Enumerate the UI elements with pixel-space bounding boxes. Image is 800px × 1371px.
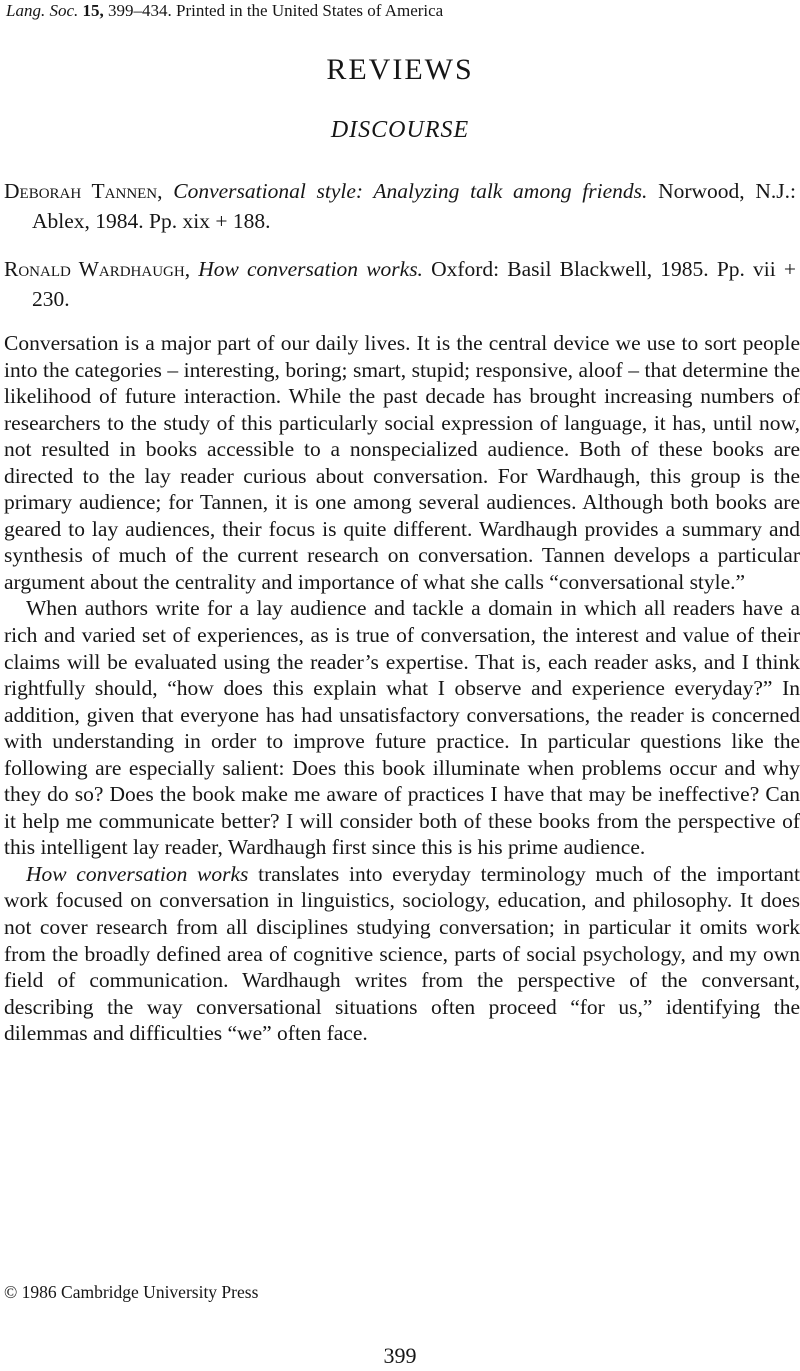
paragraph-text: translates into everyday terminology much of the important work focused on conversation in linguistics, sociology, education, and philosophy. It does not cover research from all disciplines studying conversation; in particular it omits work from the broadly defined area of cognitive science, parts of social psychology, and my own field of communication. Wardhaugh writes from the perspective of the conversant, describing the way conversational situations often proceed “for us,” identifying the dilemmas and difficulties “we” often face. (4, 861, 800, 1046)
book-citation (4, 176, 796, 236)
journal-volume: 15, (82, 1, 104, 20)
citation-title: Conversational style: Analyzing talk among friends. (173, 179, 648, 203)
journal-name: Lang. Soc. (6, 1, 79, 20)
citation-publication: Oxford: Basil Blackwell, 1985. Pp. vii + 230. (32, 257, 796, 311)
page-number: 399 (383, 1343, 417, 1368)
citation-author: Ronald Wardhaugh, (4, 257, 191, 281)
citation-publication: Norwood, N.J.: Ablex, 1984. Pp. xix + 188. (32, 179, 797, 233)
copyright-notice: © 1986 Cambridge University Press (4, 1282, 259, 1302)
section-subtitle: DISCOURSE (330, 117, 470, 143)
citation-title: How conversation works. (198, 257, 423, 281)
journal-pages: 399–434. (108, 1, 172, 20)
review-body (4, 330, 800, 1047)
printed-note: Printed in the United States of America (176, 1, 444, 20)
body-paragraph: Conversation is a major part of our daily lives. It is the central device we use to sort people into the categories – interesting, boring; smart, stupid; responsive, aloof – that determine the likelihood of future interaction. While the past decade has brought increasing numbers of researchers to the study of this particularly social expression of language, it has, until now, not resulted in books accessible to a nonspecialized audience. Both of these books are directed to the lay reader curious about conversation. For Wardhaugh, this group is the primary audience; for Tannen, it is one among several audiences. Although both books are geared to lay audiences, their focus is quite different. Wardhaugh provides a summary and synthesis of much of the current research on conversation. Tannen develops a particular argument about the centrality and importance of what she calls “conversational style.” (4, 331, 800, 594)
running-head (6, 0, 443, 22)
body-paragraph: When authors write for a lay audience and tackle a domain in which all readers have a rich and varied set of experiences, as is true of conversation, the interest and value of their claims will be evaluated using the reader’s expertise. That is, each reader asks, and I think rightfully should, “how does this explain what I observe and experience everyday?” In addition, given that everyone has had unsatisfactory conversations, the reader is concerned with understanding in order to improve future practice. In particular questions like the following are especially salient: Does this book illuminate when problems occur and why they do so? Does the book make me aware of practices I have that may be ineffective? Can it help me communicate better? I will consider both of these books from the perspective of this intelligent lay reader, Wardhaugh first since this is his prime audience. (4, 596, 800, 860)
book-citation (4, 254, 796, 314)
citation-author: Deborah Tannen, (4, 179, 163, 203)
body-paragraph (4, 861, 800, 1047)
section-title: REVIEWS (326, 53, 474, 86)
book-title-reference: How conversation works (26, 861, 249, 886)
